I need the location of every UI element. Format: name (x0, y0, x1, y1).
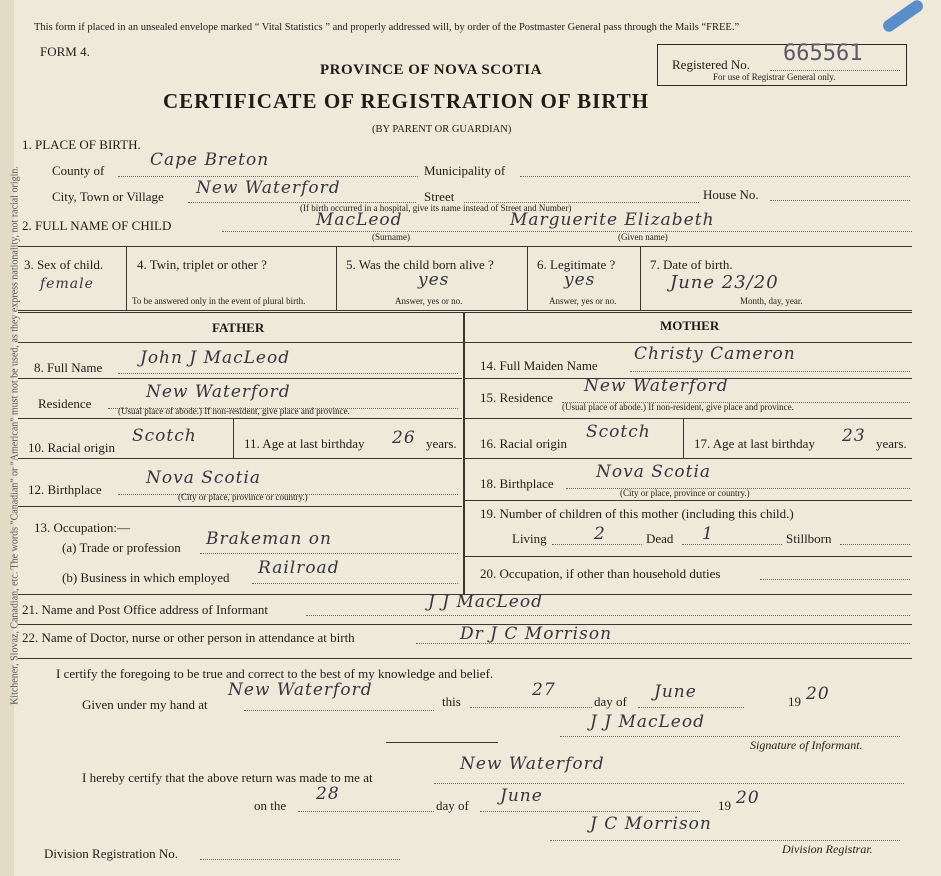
county-line (118, 176, 418, 177)
alive-value: yes (418, 270, 450, 290)
mother-name-line (630, 371, 910, 372)
child-given-name: Marguerite Elizabeth (510, 210, 715, 230)
side-margin-text: Kitchener, Slovaz, Canadian, etc. The words "Canadian" or "American" must not be used, as they express nationality, not racial origin. (9, 166, 21, 705)
given-place-value: New Waterford (228, 680, 373, 700)
father-age-label: 11. Age at last birthday (244, 436, 365, 451)
sex-label: 3. Sex of child. (24, 257, 104, 272)
day-of-label: day of (594, 694, 627, 709)
legitimate-value: yes (564, 270, 596, 290)
row3-divider-3 (527, 246, 528, 310)
registrar-signature: J C Morrison (590, 814, 712, 834)
doctor-label: 22. Name of Doctor, nurse or other person in attendance at birth (22, 630, 355, 645)
registrar-place-value: New Waterford (460, 754, 605, 774)
father-name-line (118, 373, 458, 374)
month-value: June (654, 682, 697, 702)
legitimate-note: Answer, yes or no. (549, 296, 617, 306)
this-day-line (470, 707, 592, 708)
informant-signature: J J MacLeod (590, 712, 705, 732)
row3-bottom-rule (18, 310, 912, 311)
registrar-signature-line (550, 840, 900, 841)
municipality-label: Municipality of (424, 163, 506, 178)
surname-note: (Surname) (372, 232, 410, 242)
province-heading: PROVINCE OF NOVA SCOTIA (320, 62, 542, 78)
twin-note: To be answered only in the event of plural birth. (132, 296, 306, 306)
birth-date-label: 7. Date of birth. (650, 257, 733, 272)
mother-children-label: 19. Number of children of this mother (including this child.) (480, 506, 794, 521)
mother-years-label: years. (876, 436, 907, 451)
legitimate-label: 6. Legitimate ? (537, 257, 616, 272)
this-day-value: 27 (532, 680, 556, 700)
mother-living-value: 2 (594, 524, 606, 544)
page-title: CERTIFICATE OF REGISTRATION OF BIRTH (163, 89, 650, 113)
mother-dead-value: 1 (702, 524, 714, 544)
father-heading: FATHER (212, 320, 265, 335)
sex-value: female (40, 276, 94, 292)
father-birthplace-note: (City or place, province or country.) (178, 492, 308, 502)
registered-note: For use of Registrar General only. (713, 72, 836, 82)
child-surname: MacLeod (316, 210, 403, 230)
alive-note: Answer, yes or no. (395, 296, 463, 306)
father-age-value: 26 (392, 428, 416, 448)
father-residence-value: New Waterford (146, 382, 291, 402)
division-no-label: Division Registration No. (44, 846, 178, 861)
father-business-value: Railroad (258, 558, 340, 578)
separator-rule (386, 742, 498, 743)
county-label: County of (52, 163, 105, 178)
mother-dead-label: Dead (646, 531, 674, 546)
mother-residence-label: 15. Residence (480, 390, 553, 405)
father-years-label: years. (426, 436, 457, 451)
father-rule-1 (18, 378, 462, 379)
mother-racial-label: 16. Racial origin (480, 436, 568, 451)
signature-label: Signature of Informant. (750, 738, 863, 752)
birth-date-value: June 23/20 (670, 272, 779, 293)
father-residence-label: Residence (38, 396, 92, 411)
parents-heading-rule (18, 342, 912, 343)
father-racial-divider (233, 418, 234, 458)
given-under-label: Given under my hand at (82, 697, 208, 712)
mother-racial-value: Scotch (586, 422, 651, 442)
father-trade-value: Brakeman on (206, 529, 332, 549)
father-name-value: John J MacLeod (140, 348, 291, 368)
father-business-line (252, 583, 458, 584)
mother-birthplace-value: Nova Scotia (596, 462, 712, 482)
mother-rule-4 (465, 500, 912, 501)
doctor-value: Dr J C Morrison (460, 624, 613, 644)
mother-stillborn-label: Stillborn (786, 531, 832, 546)
registrar-month-value: June (500, 786, 543, 806)
mother-racial-divider (683, 418, 684, 458)
page-subtitle: (BY PARENT OR GUARDIAN) (372, 124, 512, 135)
mother-heading: MOTHER (660, 318, 720, 333)
informant-value: J J MacLeod (428, 592, 543, 612)
mother-living-line (552, 544, 642, 545)
mother-age-value: 23 (842, 426, 866, 446)
mother-residence-value: New Waterford (584, 376, 729, 396)
registrar-day-line (298, 811, 434, 812)
given-place-line (244, 710, 434, 711)
doctor-rule (18, 658, 912, 659)
mother-stillborn-line (840, 544, 910, 545)
postal-notice: This form if placed in an unsealed envelope marked “ Vital Statistics ” and properly addressed will, by order of the Postmaster General pass through the Mails “FREE.” (34, 22, 740, 33)
father-occupation-label: 13. Occupation:— (34, 520, 131, 535)
this-label: this (442, 694, 461, 709)
mother-name-label: 14. Full Maiden Name (480, 358, 598, 373)
father-rule-2 (18, 418, 462, 419)
registrar-year-prefix: 19 (718, 798, 731, 813)
mother-birthplace-note: (City or place, province or country.) (620, 488, 750, 498)
father-business-label: (b) Business in which employed (62, 570, 230, 585)
father-racial-label: 10. Racial origin (28, 440, 116, 455)
registrar-day-value: 28 (316, 784, 340, 804)
informant-label: 21. Name and Post Office address of Informant (22, 602, 268, 617)
county-value: Cape Breton (150, 150, 270, 170)
house-label: House No. (703, 187, 759, 202)
registered-number: 665561 (783, 41, 863, 66)
registrar-label: Division Registrar. (782, 842, 873, 856)
signature-line (560, 736, 900, 737)
registered-line (770, 70, 900, 71)
house-line (770, 200, 910, 201)
division-no-line (200, 859, 400, 860)
registrar-day-of-label: day of (436, 798, 469, 813)
parents-top-rule (18, 312, 912, 313)
registrar-year-value: 20 (736, 788, 760, 808)
twin-label: 4. Twin, triplet or other ? (137, 257, 267, 272)
registrar-text: I hereby certify that the above return was made to me at (82, 770, 373, 785)
form-number: FORM 4. (40, 44, 90, 59)
hospital-note: (If birth occurred in a hospital, give its name instead of Street and Number) (300, 203, 572, 213)
certify-text: I certify the foregoing to be true and correct to the best of my knowledge and belief. (56, 666, 494, 681)
father-racial-value: Scotch (132, 426, 197, 446)
mother-living-label: Living (512, 531, 547, 546)
registered-label: Registered No. (672, 57, 750, 72)
father-rule-3 (18, 458, 462, 459)
mother-name-value: Christy Cameron (634, 344, 796, 364)
city-value: New Waterford (196, 178, 341, 198)
mother-birthplace-label: 18. Birthplace (480, 476, 554, 491)
mother-residence-note: (Usual place of abode.) If non-resident, give place and province. (562, 402, 794, 412)
municipality-line (520, 176, 910, 177)
mother-rule-5 (465, 556, 912, 557)
street-label: Street (424, 189, 455, 204)
alive-label: 5. Was the child born alive ? (346, 257, 494, 272)
registrar-month-line (480, 811, 700, 812)
child-name-label: 2. FULL NAME OF CHILD (22, 218, 172, 233)
place-heading: 1. PLACE OF BIRTH. (22, 137, 141, 152)
birth-date-note: Month, day, year. (740, 296, 803, 306)
row3-divider-1 (126, 246, 127, 310)
father-residence-note: (Usual place of abode.) If non-resident, give place and province. (118, 406, 350, 416)
mother-rule-3 (465, 458, 912, 459)
mother-occupation-line (760, 579, 910, 580)
informant-line (306, 615, 910, 616)
registrar-place-line (434, 783, 904, 784)
given-name-note: (Given name) (618, 232, 668, 242)
mother-rule-2 (465, 418, 912, 419)
month-line (638, 707, 744, 708)
year-prefix: 19 (788, 694, 801, 709)
row3-divider-4 (640, 246, 641, 310)
father-trade-line (200, 553, 458, 554)
row3-divider-2 (336, 246, 337, 310)
mother-age-label: 17. Age at last birthday (694, 436, 815, 451)
pen-mark (881, 0, 926, 34)
child-name-line (222, 231, 912, 232)
father-name-label: 8. Full Name (34, 360, 103, 375)
on-the-label: on the (254, 798, 287, 813)
row3-top-rule (18, 246, 912, 247)
father-rule-4 (18, 506, 462, 507)
parents-center-divider (463, 312, 465, 594)
mother-occupation-label: 20. Occupation, if other than household duties (480, 566, 721, 581)
city-label: City, Town or Village (52, 189, 164, 204)
mother-dead-line (682, 544, 782, 545)
father-birthplace-value: Nova Scotia (146, 468, 262, 488)
father-birthplace-label: 12. Birthplace (28, 482, 102, 497)
year-value: 20 (806, 684, 830, 704)
father-trade-label: (a) Trade or profession (62, 540, 181, 555)
